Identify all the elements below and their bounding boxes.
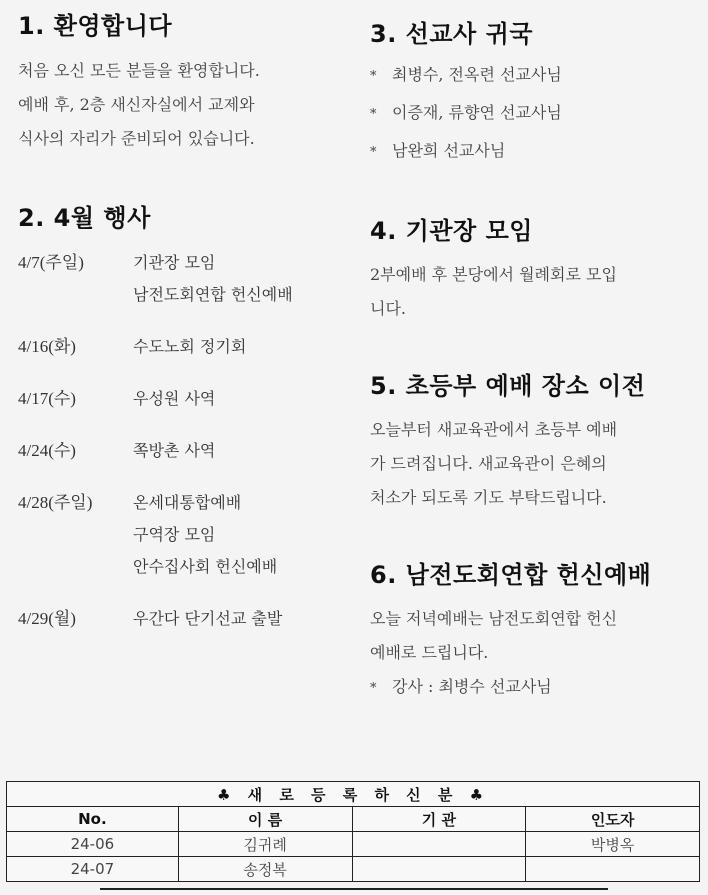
bullet-star: * xyxy=(370,107,377,122)
speaker-text: 강사 : 최병수 선교사님 xyxy=(392,677,552,696)
event-date: 4/7(주일) xyxy=(18,253,84,272)
header-guide: 인도자 xyxy=(526,807,700,832)
bullet-star: * xyxy=(370,69,377,84)
mens-worship-title: 6. 남전도회연합 헌신예배 xyxy=(370,561,652,589)
left-column xyxy=(18,0,348,635)
event-row xyxy=(18,487,348,583)
new-member-table xyxy=(6,781,700,882)
table-row xyxy=(7,857,700,882)
header-name: 이 름 xyxy=(178,807,352,832)
cell-no: 24-07 xyxy=(7,857,179,882)
bullet-star: * xyxy=(370,681,377,696)
event-items xyxy=(133,383,215,415)
event-item: 기관장 모임 xyxy=(133,253,216,272)
elementary-body xyxy=(370,413,695,515)
event-item: 남전도회연합 헌신예배 xyxy=(133,285,293,304)
event-items xyxy=(133,331,246,363)
cell-guide: 박병옥 xyxy=(526,832,700,857)
leaders-title: 4. 기관장 모임 xyxy=(370,217,533,245)
right-column xyxy=(370,0,695,706)
welcome-line: 예배 후, 2층 새신자실에서 교제와 xyxy=(18,95,255,114)
cell-name: 김귀례 xyxy=(178,832,352,857)
mens-worship-line: 예배로 드립니다. xyxy=(370,643,489,662)
cell-name: 송정복 xyxy=(178,857,352,882)
bottom-divider xyxy=(100,888,608,890)
cell-guide xyxy=(526,857,700,882)
event-items xyxy=(133,603,282,635)
welcome-line: 처음 오신 모든 분들을 환영합니다. xyxy=(18,61,260,80)
welcome-body xyxy=(18,54,348,156)
april-events-title: 2. 4월 행사 xyxy=(18,204,151,232)
header-no: No. xyxy=(7,807,179,832)
event-items xyxy=(133,435,215,467)
table-caption-row xyxy=(7,782,700,807)
leaders-line: 니다. xyxy=(370,299,406,318)
event-items xyxy=(133,247,293,311)
cell-no: 24-06 xyxy=(7,832,179,857)
event-item: 우성원 사역 xyxy=(133,389,216,408)
event-row xyxy=(18,247,348,311)
missionary-name: 최병수, 전옥련 선교사님 xyxy=(392,65,562,84)
cell-org xyxy=(352,832,526,857)
elementary-title: 5. 초등부 예배 장소 이전 xyxy=(370,372,646,400)
event-date: 4/16(화) xyxy=(18,337,76,356)
missionary-name: 이증재, 류향연 선교사님 xyxy=(392,103,562,122)
elementary-line: 가 드려집니다. 새교육관이 은혜의 xyxy=(370,454,607,473)
header-org: 기 관 xyxy=(352,807,526,832)
mens-worship-line: 오늘 저녁예배는 남전도회연합 헌신 xyxy=(370,609,618,628)
event-row xyxy=(18,331,348,363)
bullet-star: * xyxy=(370,145,377,160)
elementary-line: 오늘부터 새교육관에서 초등부 예배 xyxy=(370,420,618,439)
event-item: 우간다 단기선교 출발 xyxy=(133,609,283,628)
event-row xyxy=(18,383,348,415)
missionary-title: 3. 선교사 귀국 xyxy=(370,20,533,48)
event-item: 안수집사회 헌신예배 xyxy=(133,557,278,576)
table-row xyxy=(7,832,700,857)
welcome-title: 1. 환영합니다 xyxy=(18,12,173,40)
cell-org xyxy=(352,857,526,882)
mens-worship-body xyxy=(370,602,695,706)
event-item: 수도노회 정기회 xyxy=(133,337,247,356)
event-date: 4/29(월) xyxy=(18,609,76,628)
event-item: 온세대통합예배 xyxy=(133,493,242,512)
event-items xyxy=(133,487,277,583)
welcome-line: 식사의 자리가 준비되어 있습니다. xyxy=(18,129,255,148)
missionary-list xyxy=(370,57,695,171)
april-events-list xyxy=(18,247,348,635)
list-item xyxy=(370,133,695,171)
leaders-body xyxy=(370,258,695,326)
event-row xyxy=(18,435,348,467)
event-date: 4/17(수) xyxy=(18,389,76,408)
event-item: 구역장 모임 xyxy=(133,525,216,544)
table-header-row xyxy=(7,807,700,832)
event-date: 4/28(주일) xyxy=(18,493,93,512)
elementary-line: 처소가 되도록 기도 부탁드립니다. xyxy=(370,488,607,507)
list-item xyxy=(370,57,695,95)
event-row xyxy=(18,603,348,635)
event-date: 4/24(수) xyxy=(18,441,76,460)
list-item xyxy=(370,95,695,133)
table-caption: ♣ 새 로 등 록 하 신 분 ♣ xyxy=(7,782,700,807)
event-item: 쪽방촌 사역 xyxy=(133,441,216,460)
leaders-line: 2부예배 후 본당에서 월례회로 모입 xyxy=(370,265,617,284)
speaker-note xyxy=(370,670,695,706)
missionary-name: 남완희 선교사님 xyxy=(392,141,506,160)
